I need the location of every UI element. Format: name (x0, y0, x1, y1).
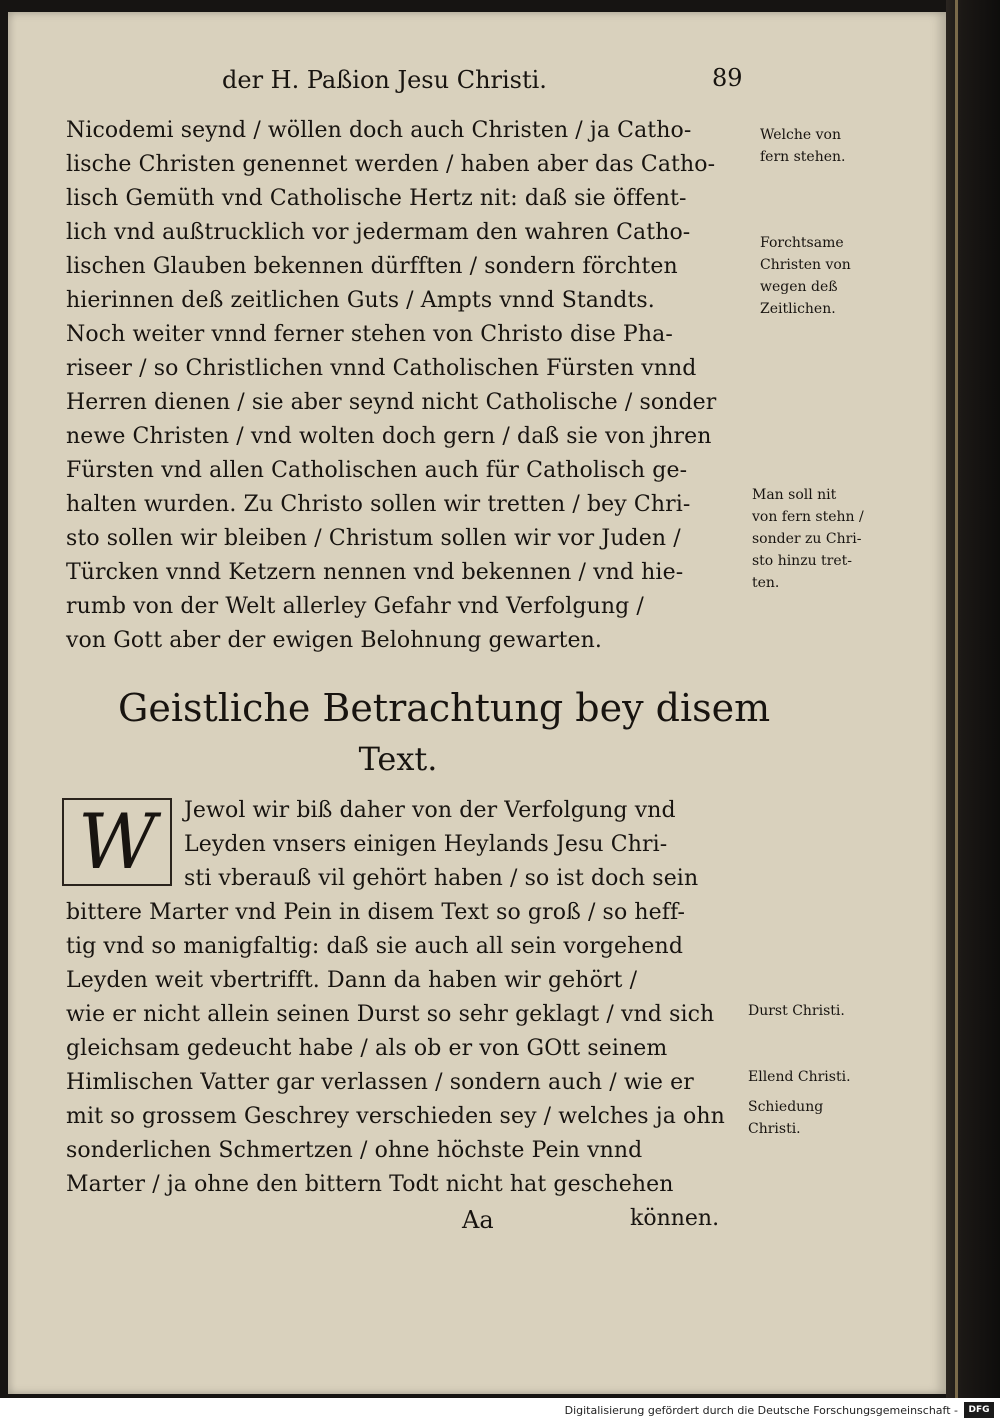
text-line: Noch weiter vnnd ferner stehen von Christo dise Pha- (66, 322, 673, 347)
text-line: lischen Glauben bekennen dürfften / sondern förchten (66, 254, 678, 279)
text-line: Jewol wir biß daher von der Verfolgung vnd (184, 798, 676, 823)
text-line: sto sollen wir bleiben / Christum sollen wir vor Juden / (66, 526, 681, 551)
marginal-note (760, 232, 851, 320)
text-line: wie er nicht allein seinen Durst so sehr geklagt / vnd sich (66, 1002, 715, 1027)
section-heading-continuation: Text. (358, 740, 438, 778)
decorated-initial: W (62, 798, 172, 886)
text-line: Fürsten vnd allen Catholischen auch für Catholisch ge- (66, 458, 688, 483)
marginal-note-line: Welche von (760, 127, 841, 143)
marginal-note-line: Man soll nit (752, 487, 837, 503)
text-line: hierinnen deß zeitlichen Guts / Ampts vnnd Standts. (66, 288, 655, 313)
text-line: lich vnd außtrucklich vor jedermam den wahren Catho- (66, 220, 691, 245)
body-text-block-2 (66, 798, 756, 1238)
text-line: bittere Marter vnd Pein in disem Text so groß / so heff- (66, 900, 686, 925)
signature-mark: Aa (462, 1206, 494, 1234)
text-line: lische Christen genennet werden / haben aber das Catho- (66, 152, 716, 177)
marginal-note-line: Schiedung (748, 1099, 824, 1115)
marginal-note-line: Ellend Christi. (748, 1069, 851, 1085)
text-line: halten wurden. Zu Christo sollen wir tretten / bey Chri- (66, 492, 691, 517)
text-line: tig vnd so manigfaltig: daß sie auch all sein vorgehend (66, 934, 683, 959)
text-line: lisch Gemüth vnd Catholische Hertz nit: daß sie öffent- (66, 186, 687, 211)
running-head: der H. Paßion Jesu Christi. (222, 66, 547, 94)
text-line: newe Christen / vnd wolten doch gern / daß sie von jhren (66, 424, 712, 449)
marginal-note-line: Christen von (760, 257, 851, 273)
text-line: gleichsam gedeucht habe / als ob er von GOtt seinem (66, 1036, 668, 1061)
text-line: sti vberauß vil gehört haben / so ist doch sein (184, 866, 699, 891)
text-line: Himlischen Vatter gar verlassen / sondern auch / wie er (66, 1070, 694, 1095)
text-line: von Gott aber der ewigen Belohnung gewarten. (66, 628, 603, 653)
text-line: rumb von der Welt allerley Gefahr vnd Verfolgung / (66, 594, 644, 619)
text-line: sonderlichen Schmertzen / ohne höchste Pein vnnd (66, 1138, 643, 1163)
page-edge-stripe (955, 0, 958, 1398)
footer-credit: Digitalisierung gefördert durch die Deutsche Forschungsgemeinschaft - (564, 1404, 958, 1417)
text-line: mit so grossem Geschrey verschieden sey / welches ja ohn (66, 1104, 725, 1129)
marginal-note-line: Forchtsame (760, 235, 844, 251)
marginal-note-line: sto hinzu tret- (752, 553, 853, 569)
text-line: Nicodemi seynd / wöllen doch auch Christen / ja Catho- (66, 118, 692, 143)
marginal-note (748, 1000, 845, 1022)
text-line: Leyden weit vbertrifft. Dann da haben wir gehört / (66, 968, 638, 993)
marginal-note (748, 1096, 823, 1140)
text-line: riseer / so Christlichen vnnd Catholischen Fürsten vnnd (66, 356, 697, 381)
marginal-note (760, 124, 846, 168)
text-line: Leyden vnsers einigen Heylands Jesu Chri- (184, 832, 668, 857)
marginal-note (748, 1066, 851, 1088)
marginal-note-line: sonder zu Chri- (752, 531, 862, 547)
marginal-note-line: Zeitlichen. (760, 301, 836, 317)
catchword: können. (630, 1206, 720, 1231)
text-line: Türcken vnnd Ketzern nennen vnd bekennen / vnd hie- (66, 560, 684, 585)
dfg-logo: DFG (964, 1402, 994, 1418)
body-text-block-1 (66, 118, 756, 658)
marginal-note-line: ten. (752, 575, 780, 591)
section-heading: Geistliche Betrachtung bey disem (118, 686, 771, 730)
footer-bar (0, 1398, 1000, 1423)
text-line: Marter / ja ohne den bittern Todt nicht hat geschehen (66, 1172, 674, 1197)
page-number: 89 (712, 64, 743, 92)
marginal-note-line: von fern stehn / (752, 509, 864, 525)
marginal-note (752, 484, 864, 594)
marginal-note-line: Christi. (748, 1121, 801, 1137)
marginal-note-line: Durst Christi. (748, 1003, 845, 1019)
text-line: Herren dienen / sie aber seynd nicht Catholische / sonder (66, 390, 717, 415)
marginal-note-line: wegen deß (760, 279, 838, 295)
marginal-note-line: fern stehen. (760, 149, 846, 165)
